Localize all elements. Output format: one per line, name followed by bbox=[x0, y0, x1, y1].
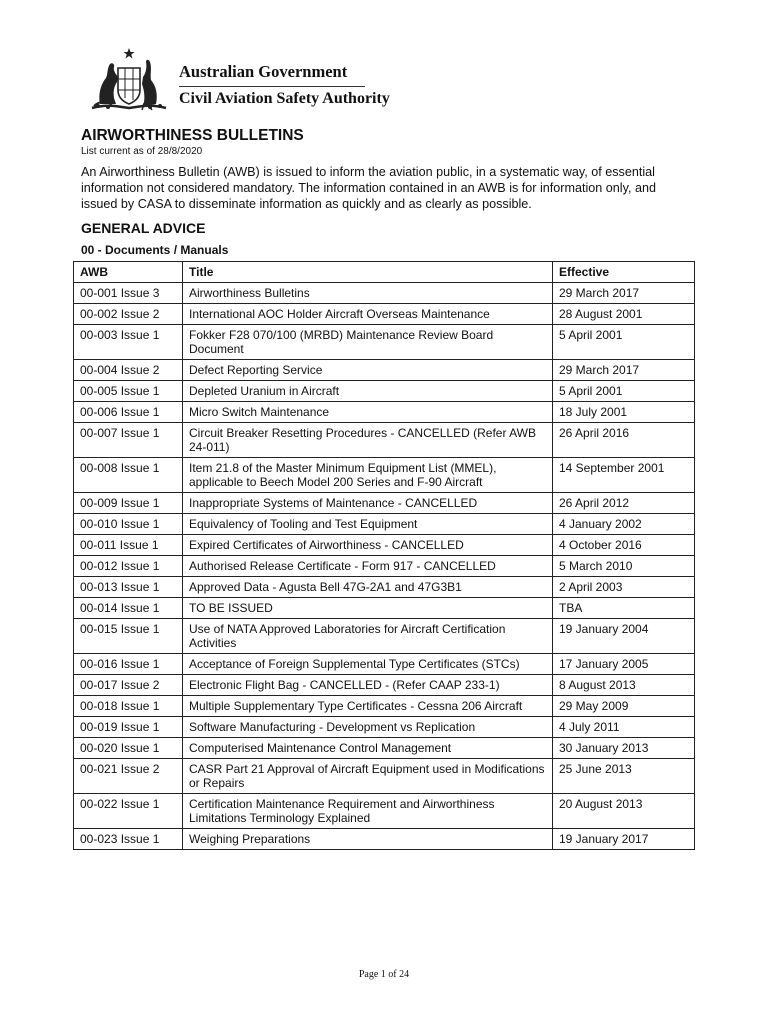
awb-number: 00-018 Issue 1 bbox=[74, 696, 183, 717]
bulletin-title: CASR Part 21 Approval of Aircraft Equipment used in Modifications or Repairs bbox=[183, 759, 553, 794]
effective-date: 25 June 2013 bbox=[553, 759, 695, 794]
effective-date: 29 March 2017 bbox=[553, 283, 695, 304]
awb-number: 00-015 Issue 1 bbox=[74, 619, 183, 654]
awb-number: 00-013 Issue 1 bbox=[74, 577, 183, 598]
table-row bbox=[74, 717, 695, 738]
effective-date: 2 April 2003 bbox=[553, 577, 695, 598]
bulletins-table bbox=[73, 261, 695, 850]
effective-date: 28 August 2001 bbox=[553, 304, 695, 325]
column-header-awb: AWB bbox=[74, 262, 183, 283]
header-divider bbox=[179, 86, 365, 87]
awb-number: 00-009 Issue 1 bbox=[74, 493, 183, 514]
bulletin-title: Authorised Release Certificate - Form 917 - CANCELLED bbox=[183, 556, 553, 577]
table-row bbox=[74, 402, 695, 423]
effective-date: 17 January 2005 bbox=[553, 654, 695, 675]
table-row bbox=[74, 829, 695, 850]
effective-date: 30 January 2013 bbox=[553, 738, 695, 759]
table-row bbox=[74, 675, 695, 696]
table-row bbox=[74, 556, 695, 577]
table-row bbox=[74, 514, 695, 535]
table-row bbox=[74, 360, 695, 381]
awb-number: 00-022 Issue 1 bbox=[74, 794, 183, 829]
bulletin-title: TO BE ISSUED bbox=[183, 598, 553, 619]
table-row bbox=[74, 696, 695, 717]
table-row bbox=[74, 598, 695, 619]
table-header-row bbox=[74, 262, 695, 283]
bulletin-title: Airworthiness Bulletins bbox=[183, 283, 553, 304]
page-header bbox=[86, 46, 390, 112]
intro-paragraph: An Airworthiness Bulletin (AWB) is issued to inform the aviation public, in a systematic way, of essential information not considered mandatory. The information contained in an AWB is for information only, and issued by CASA to disseminate information as quickly and as clearly as possible. bbox=[81, 165, 656, 211]
effective-date: 20 August 2013 bbox=[553, 794, 695, 829]
table-row bbox=[74, 577, 695, 598]
bulletin-title: Acceptance of Foreign Supplemental Type Certificates (STCs) bbox=[183, 654, 553, 675]
awb-number: 00-006 Issue 1 bbox=[74, 402, 183, 423]
bulletin-title: Weighing Preparations bbox=[183, 829, 553, 850]
effective-date: 5 March 2010 bbox=[553, 556, 695, 577]
awb-number: 00-010 Issue 1 bbox=[74, 514, 183, 535]
category-heading: 00 - Documents / Manuals bbox=[81, 243, 229, 257]
table-row bbox=[74, 458, 695, 493]
effective-date: 8 August 2013 bbox=[553, 675, 695, 696]
awb-number: 00-019 Issue 1 bbox=[74, 717, 183, 738]
effective-date: 19 January 2017 bbox=[553, 829, 695, 850]
bulletin-title: Equivalency of Tooling and Test Equipment bbox=[183, 514, 553, 535]
effective-date: 4 January 2002 bbox=[553, 514, 695, 535]
table-row bbox=[74, 654, 695, 675]
effective-date: 4 July 2011 bbox=[553, 717, 695, 738]
awb-number: 00-021 Issue 2 bbox=[74, 759, 183, 794]
bulletin-title: Fokker F28 070/100 (MRBD) Maintenance Review Board Document bbox=[183, 325, 553, 360]
bulletin-title: Expired Certificates of Airworthiness - CANCELLED bbox=[183, 535, 553, 556]
list-current-date: List current as of 28/8/2020 bbox=[81, 146, 203, 157]
column-header-title: Title bbox=[183, 262, 553, 283]
bulletin-title: Use of NATA Approved Laboratories for Aircraft Certification Activities bbox=[183, 619, 553, 654]
awb-number: 00-016 Issue 1 bbox=[74, 654, 183, 675]
awb-number: 00-017 Issue 2 bbox=[74, 675, 183, 696]
awb-number: 00-012 Issue 1 bbox=[74, 556, 183, 577]
awb-number: 00-014 Issue 1 bbox=[74, 598, 183, 619]
effective-date: 14 September 2001 bbox=[553, 458, 695, 493]
effective-date: 18 July 2001 bbox=[553, 402, 695, 423]
coat-of-arms-logo bbox=[86, 46, 172, 112]
awb-number: 00-020 Issue 1 bbox=[74, 738, 183, 759]
table-row bbox=[74, 381, 695, 402]
bulletin-title: Approved Data - Agusta Bell 47G-2A1 and 47G3B1 bbox=[183, 577, 553, 598]
bulletin-title: Inappropriate Systems of Maintenance - CANCELLED bbox=[183, 493, 553, 514]
awb-number: 00-001 Issue 3 bbox=[74, 283, 183, 304]
bulletin-title: Electronic Flight Bag - CANCELLED - (Refer CAAP 233-1) bbox=[183, 675, 553, 696]
table-row bbox=[74, 493, 695, 514]
table-row bbox=[74, 535, 695, 556]
table-row bbox=[74, 304, 695, 325]
awb-number: 00-011 Issue 1 bbox=[74, 535, 183, 556]
awb-number: 00-023 Issue 1 bbox=[74, 829, 183, 850]
awb-number: 00-008 Issue 1 bbox=[74, 458, 183, 493]
table-row bbox=[74, 325, 695, 360]
bulletin-title: Depleted Uranium in Aircraft bbox=[183, 381, 553, 402]
document-title: AIRWORTHINESS BULLETINS bbox=[81, 127, 304, 144]
effective-date: 4 October 2016 bbox=[553, 535, 695, 556]
awb-number: 00-003 Issue 1 bbox=[74, 325, 183, 360]
section-heading: GENERAL ADVICE bbox=[81, 220, 206, 236]
effective-date: 26 April 2016 bbox=[553, 423, 695, 458]
table-row bbox=[74, 423, 695, 458]
agency-name: Civil Aviation Safety Authority bbox=[179, 90, 390, 107]
page-number: Page 1 of 24 bbox=[358, 969, 410, 980]
bulletin-title: Software Manufacturing - Development vs Replication bbox=[183, 717, 553, 738]
bulletin-title: Circuit Breaker Resetting Procedures - CANCELLED (Refer AWB 24-011) bbox=[183, 423, 553, 458]
awb-number: 00-005 Issue 1 bbox=[74, 381, 183, 402]
bulletin-title: Computerised Maintenance Control Management bbox=[183, 738, 553, 759]
bulletin-title: International AOC Holder Aircraft Overseas Maintenance bbox=[183, 304, 553, 325]
effective-date: 5 April 2001 bbox=[553, 381, 695, 402]
effective-date: 5 April 2001 bbox=[553, 325, 695, 360]
awb-number: 00-002 Issue 2 bbox=[74, 304, 183, 325]
column-header-effective: Effective bbox=[553, 262, 695, 283]
table-row bbox=[74, 738, 695, 759]
bulletin-title: Defect Reporting Service bbox=[183, 360, 553, 381]
effective-date: 29 May 2009 bbox=[553, 696, 695, 717]
table-row bbox=[74, 794, 695, 829]
effective-date: 29 March 2017 bbox=[553, 360, 695, 381]
awb-number: 00-007 Issue 1 bbox=[74, 423, 183, 458]
table-row bbox=[74, 283, 695, 304]
government-name: Australian Government bbox=[179, 62, 348, 81]
bulletin-title: Multiple Supplementary Type Certificates - Cessna 206 Aircraft bbox=[183, 696, 553, 717]
awb-number: 00-004 Issue 2 bbox=[74, 360, 183, 381]
table-row bbox=[74, 759, 695, 794]
table-row bbox=[74, 619, 695, 654]
bulletin-title: Certification Maintenance Requirement and Airworthiness Limitations Terminology Explained bbox=[183, 794, 553, 829]
effective-date: TBA bbox=[553, 598, 695, 619]
bulletin-title: Item 21.8 of the Master Minimum Equipment List (MMEL), applicable to Beech Model 200 Series and F-90 Aircraft bbox=[183, 458, 553, 493]
effective-date: 26 April 2012 bbox=[553, 493, 695, 514]
effective-date: 19 January 2004 bbox=[553, 619, 695, 654]
bulletin-title: Micro Switch Maintenance bbox=[183, 402, 553, 423]
